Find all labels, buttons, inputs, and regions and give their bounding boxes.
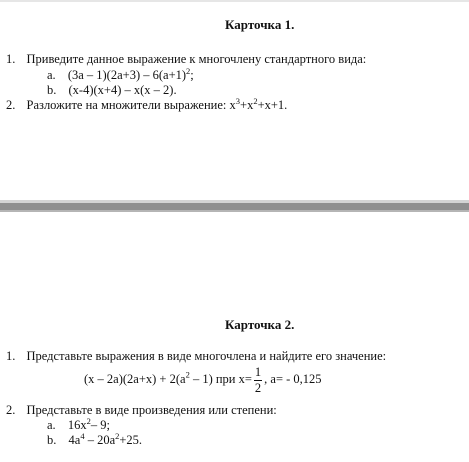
item-letter: b.	[47, 83, 57, 97]
exponent: 2	[86, 415, 91, 426]
card-2-question-2	[6, 404, 277, 417]
exponent: 3	[235, 95, 241, 106]
question-text	[26, 95, 288, 112]
expression	[67, 415, 110, 432]
card-2-question-2-item-b	[47, 430, 143, 447]
exponent: 2	[186, 65, 191, 76]
question-text: Приведите данное выражение к многочлену стандартного вида:	[26, 52, 367, 66]
card-1-question-2	[6, 95, 288, 112]
term: +x	[240, 98, 254, 112]
question-text: Представьте выражения в виде многочлена и найдите его значение:	[26, 349, 387, 363]
formula-part-1: (x – 2a)(2a+x) + 2(a	[84, 371, 186, 386]
card-divider	[0, 200, 469, 212]
exponent: 2	[115, 430, 120, 441]
term: 4a	[68, 433, 81, 447]
question-text: Представьте в виде произведения или степени:	[26, 403, 277, 417]
exponent: 2	[185, 369, 190, 380]
question-text-lead: Разложите на множители выражение: x	[26, 98, 236, 112]
expression	[68, 430, 143, 447]
card-2-title: Карточка 2.	[225, 317, 295, 332]
fraction	[254, 366, 262, 394]
card-2-question-2-item-a	[47, 415, 110, 432]
expression-tail: ;	[190, 68, 194, 82]
fraction-denominator: 2	[254, 380, 262, 395]
expression: (x-4)(x+4) – x(x – 2).	[68, 83, 177, 97]
item-letter: a.	[47, 68, 56, 82]
question-number: 2.	[6, 403, 16, 417]
term: 16x	[67, 418, 87, 432]
card-1-question-1	[6, 53, 366, 66]
term: +25.	[119, 433, 143, 447]
card-1-question-1-item-a	[47, 65, 194, 82]
formula-part-2: – 1) при x=	[189, 371, 252, 386]
exponent: 4	[80, 430, 85, 441]
question-number: 1.	[6, 52, 16, 66]
expression	[67, 65, 194, 82]
term: – 20a	[84, 433, 116, 447]
card-1-question-1-item-b	[47, 84, 177, 97]
exponent: 2	[253, 95, 258, 106]
card-1-title: Карточка 1.	[225, 17, 295, 32]
fraction-numerator: 1	[254, 365, 262, 379]
item-letter: b.	[47, 433, 57, 447]
formula-part-3: , a= - 0,125	[264, 371, 322, 386]
card-2-formula	[84, 366, 322, 394]
term: +x+1.	[257, 98, 288, 112]
item-letter: a.	[47, 418, 56, 432]
question-number: 2.	[6, 98, 16, 112]
top-edge-line	[0, 0, 469, 2]
expression-base: (3a – 1)(2a+3) – 6(a+1)	[67, 68, 187, 82]
term: – 9;	[90, 418, 110, 432]
question-number: 1.	[6, 349, 16, 363]
card-2-question-1	[6, 350, 386, 363]
